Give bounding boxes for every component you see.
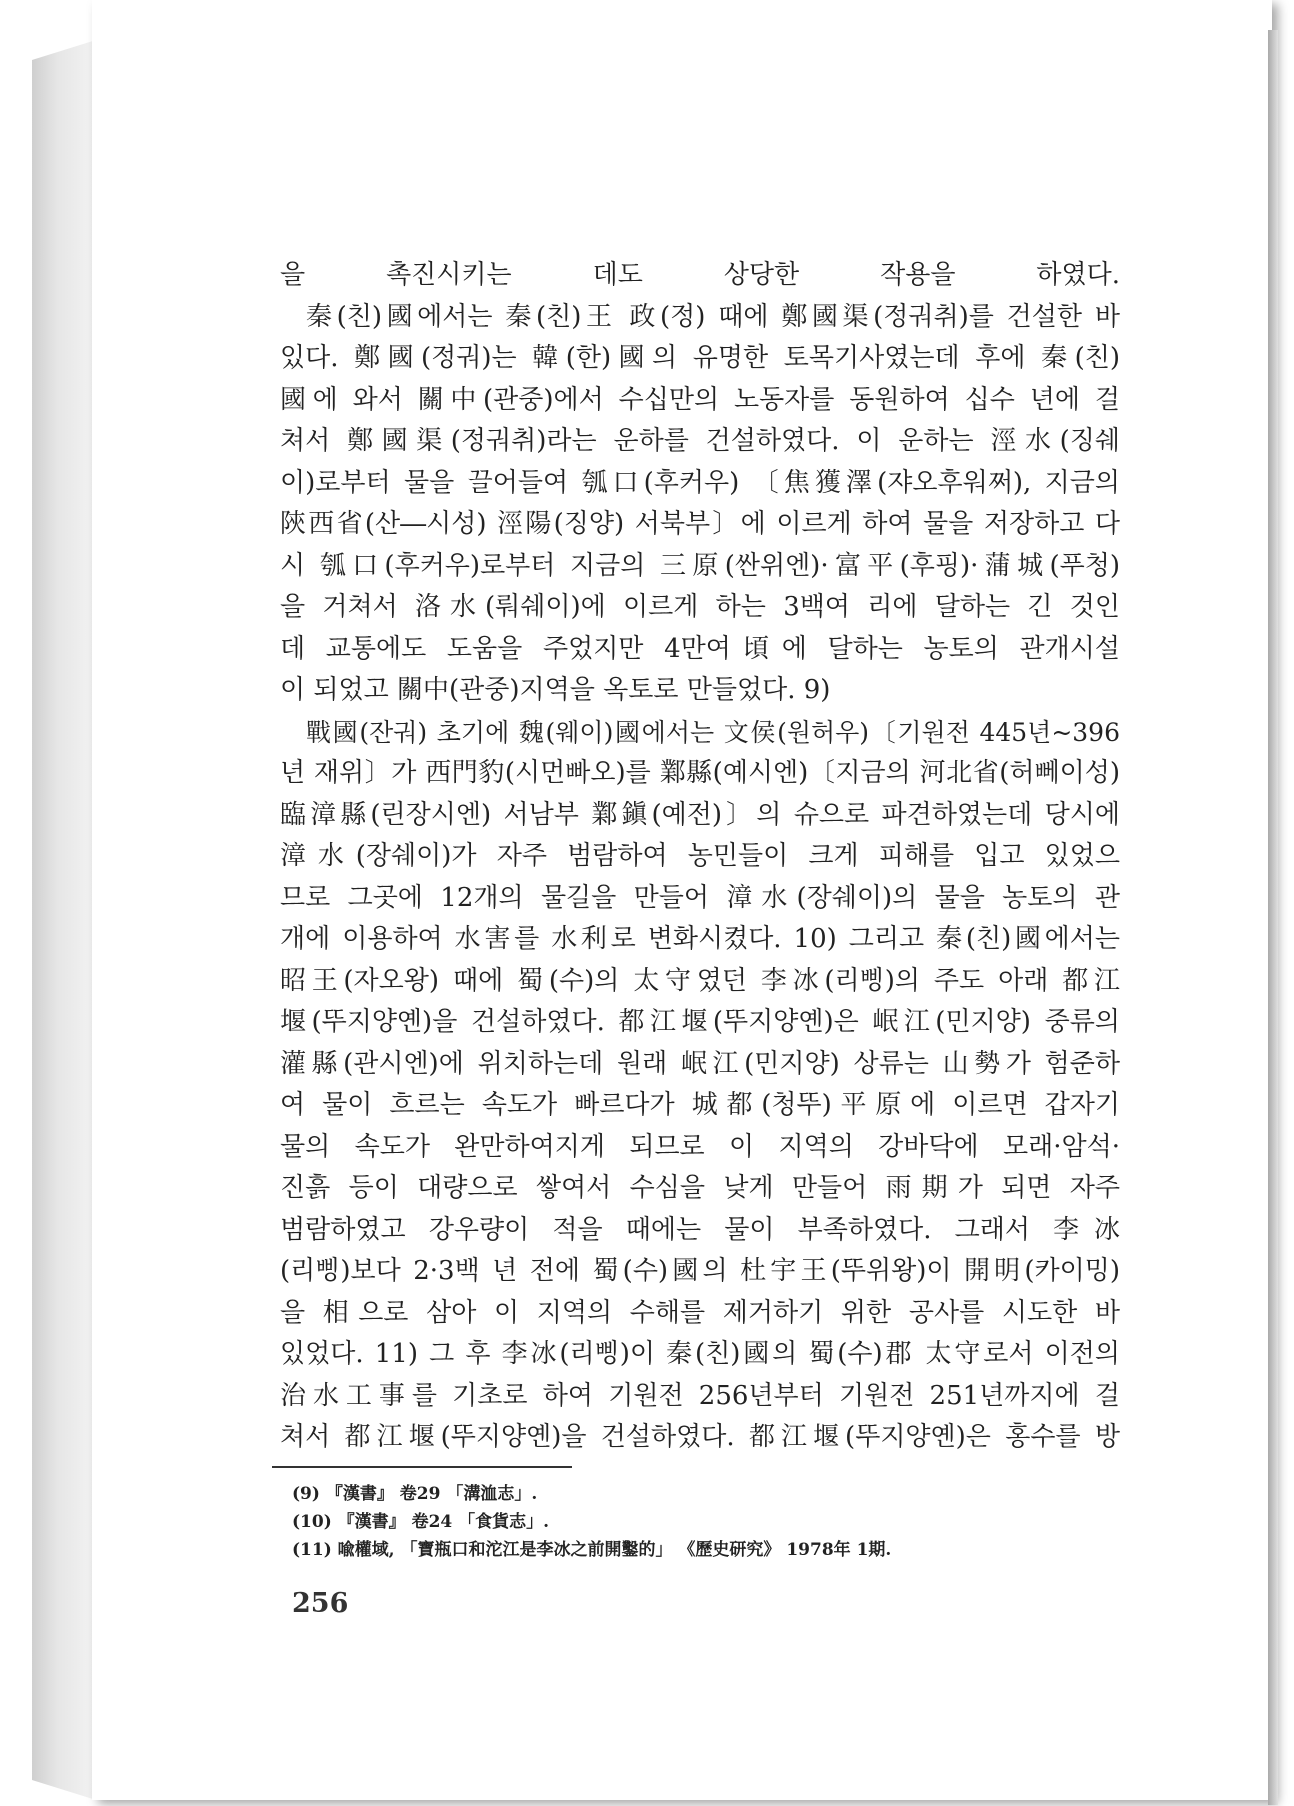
body-line: 漳水(장쉐이)가 자주 범람하여 농민들이 크게 피해를 입고 있었으 xyxy=(280,841,1120,871)
body-line: 臨漳縣(린장시엔) 서남부 鄴鎭(예전)〕의 슈으로 파견하였는데 당시에 xyxy=(280,799,1120,830)
body-line: 있다. 鄭國(정궈)는 韓(한)國의 유명한 토목기사였는데 후에 秦(친) xyxy=(280,343,1120,373)
body-line: 쳐서 鄭國渠(정궈취)라는 운하를 건설하였다. 이 운하는 涇水(징쉐 xyxy=(280,426,1120,456)
body-line: 昭王(자오왕) 때에 蜀(수)의 太守였던 李冰(리삥)의 주도 아래 都江 xyxy=(280,965,1120,996)
body-line: 을 촉진시키는 데도 상당한 작용을 하였다. xyxy=(280,260,1120,290)
body-line: 물의 속도가 완만하여지게 되므로 이 지역의 강바닥에 모래·암석· xyxy=(280,1131,1120,1162)
body-text xyxy=(280,255,1120,1459)
body-line: 이)로부터 물을 끌어들여 瓠口(후커우) 〔焦獲澤(쟈오후워쩌), 지금의 xyxy=(280,467,1120,498)
body-line: 을 거쳐서 洛水(뤄쉐이)에 이르게 하는 3백여 리에 달하는 긴 것인 xyxy=(280,592,1120,622)
body-line: 범람하였고 강우량이 적을 때에는 물이 부족하였다. 그래서 李冰 xyxy=(280,1214,1120,1245)
footnote-9: (9) 『漢書』 卷29 「溝洫志」. xyxy=(292,1484,538,1504)
body-line: 쳐서 都江堰(뚜지양옌)을 건설하였다. 都江堰(뚜지양옌)은 홍수를 방 xyxy=(280,1422,1120,1452)
body-line: 을 相으로 삼아 이 지역의 수해를 제거하기 위한 공사를 시도한 바 xyxy=(280,1297,1120,1328)
body-line: 데 교통에도 도움을 주었지만 4만여頃에 달하는 농토의 관개시설 xyxy=(280,633,1120,664)
body-line: 시 瓠口(후커우)로부터 지금의 三原(싼위엔)·富平(후핑)·蒲城(푸청) xyxy=(280,550,1120,581)
body-line: 秦(친)國에서는 秦(친)王 政(정) 때에 鄭國渠(정궈취)를 건설한 바 xyxy=(306,301,1120,332)
body-line: 國에 와서 關中(관중)에서 수십만의 노동자를 동원하여 십수 년에 걸 xyxy=(280,384,1120,415)
body-line: 년 재위〕가 西門豹(시먼빠오)를 鄴縣(예시엔)〔지금의 河北省(허뻬이성) xyxy=(280,758,1120,788)
body-line: (리삥)보다 2·3백 년 전에 蜀(수)國의 杜宇王(뚜위왕)이 開明(카이밍) xyxy=(280,1256,1120,1286)
body-line: 治水工事를 기초로 하여 기원전 256년부터 기원전 251년까지에 걸 xyxy=(280,1380,1120,1411)
body-line: 있었다. 11) 그 후 李冰(리삥)이 秦(친)國의 蜀(수)郡 太守로서 이전의 xyxy=(280,1339,1120,1369)
footnote-11: (11) 喩權域, 「寶瓶口和沱江是李冰之前開鑿的」 《歷史研究》 1978年 1期. xyxy=(292,1540,892,1560)
body-line: 灌縣(관시엔)에 위치하는데 원래 岷江(민지양) 상류는 山勢가 험준하 xyxy=(280,1048,1120,1079)
footnotes xyxy=(292,1480,1112,1564)
body-line: 여 물이 흐르는 속도가 빠르다가 城都(청뚜)平原에 이르면 갑자기 xyxy=(280,1090,1120,1120)
body-line: 堰(뚜지양옌)을 건설하였다. 都江堰(뚜지양옌)은 岷江(민지양) 중류의 xyxy=(280,1007,1120,1037)
body-line: 이 되었고 關中(관중)지역을 옥토로 만들었다. 9) xyxy=(280,675,831,705)
footnote-divider xyxy=(272,1466,572,1468)
footnote-10: (10) 『漢書』 卷24 「食貨志」. xyxy=(292,1512,550,1532)
body-line: 개에 이용하여 水害를 水利로 변화시켰다. 10) 그리고 秦(친)國에서는 xyxy=(280,924,1120,954)
page-number: 256 xyxy=(292,1588,349,1619)
book-left-edge xyxy=(32,40,96,1800)
body-line: 陝西省(산―시성) 涇陽(징양) 서북부〕에 이르게 하여 물을 저장하고 다 xyxy=(280,509,1120,539)
body-line: 므로 그곳에 12개의 물길을 만들어 漳水(장쉐이)의 물을 농토의 관 xyxy=(280,882,1120,913)
body-line: 진흙 등이 대량으로 쌓여서 수심을 낮게 만들어 雨期가 되면 자주 xyxy=(280,1173,1120,1203)
book-right-edge xyxy=(1268,30,1278,1805)
body-line: 戰國(잔궈) 초기에 魏(웨이)國에서는 文侯(원허우)〔기원전 445년~396 xyxy=(306,717,1120,747)
